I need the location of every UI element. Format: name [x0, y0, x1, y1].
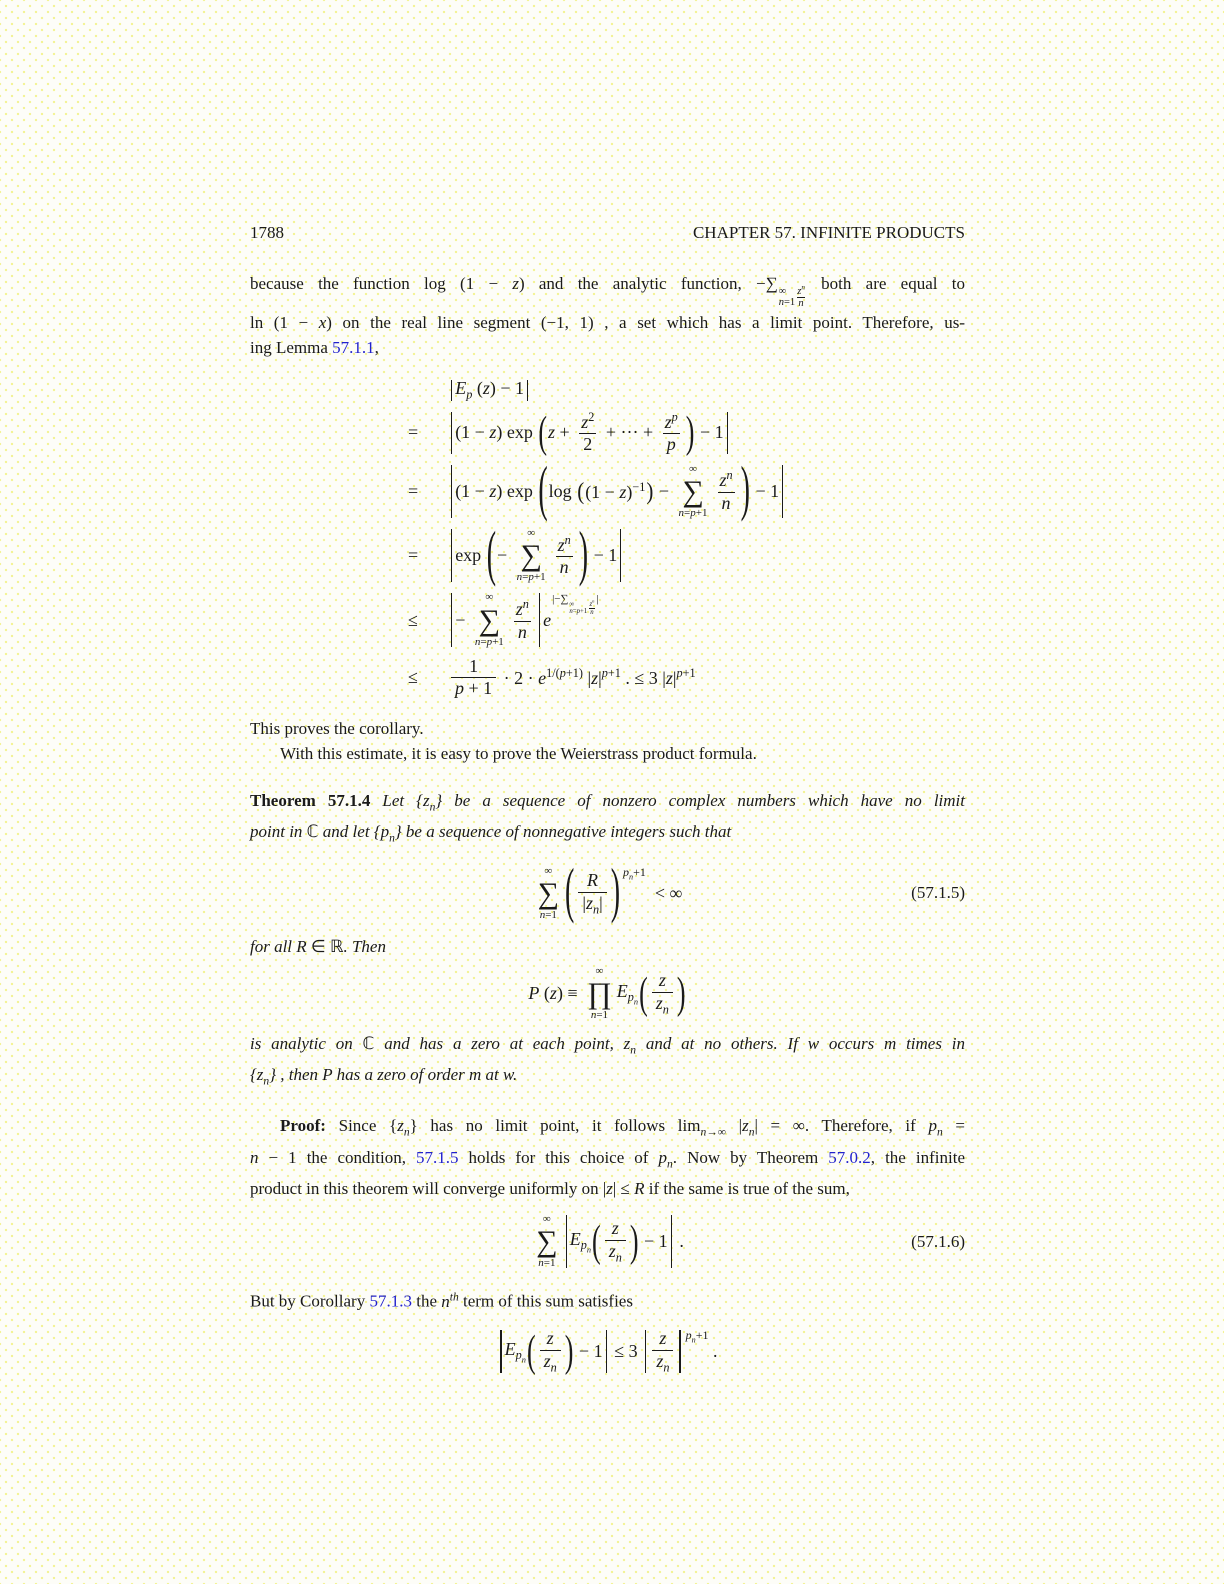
text-line: because the function log (1 − z) and the analytic function, −∑ ∞ n=1 $\frac{z^n}{n}$ both are equal to — [250, 274, 965, 310]
final-inequality — [250, 1328, 965, 1375]
big-paren: ) — [685, 407, 695, 457]
equation-tag: (57.1.5) — [911, 883, 965, 903]
equation-line-6 — [408, 656, 965, 700]
summation — [517, 527, 546, 584]
abs-bar — [727, 412, 728, 454]
theorem-label: Theorem 57.1.4 — [250, 791, 371, 811]
sum-lower-limit: n=p+1 — [516, 571, 546, 584]
math-text: $(1 - z)^{-1}$ — [585, 479, 646, 502]
numerator: z — [611, 1218, 619, 1239]
summation — [679, 463, 708, 520]
denominator: $z_n$ — [652, 992, 673, 1017]
text-segment: Since $\{z_n\}$ has no limit point, it follows $\lim_{n\to\infty} |z_n|$ = ∞. Therefore, if $p_n$ = — [325, 1116, 965, 1139]
abs-bar — [566, 1215, 567, 1268]
derivation-block — [408, 378, 965, 700]
math-text: . — [674, 1231, 684, 1252]
sigma-operator: ∑ — [478, 603, 500, 637]
abs-bar — [500, 1330, 501, 1373]
fraction — [577, 410, 598, 456]
math-text: · $2 \cdot e^{1/(p+1)}$ $|z|^{p+1}$ . ≤ 3 $|z|^{p+1}$ — [499, 666, 696, 689]
math-text: − 1 — [695, 422, 724, 443]
denominator: $z_n$ — [652, 1350, 673, 1375]
sigma-operator: ∑ — [520, 539, 542, 573]
numerator: $z^2$ — [581, 409, 595, 432]
sum-upper-limit: ∞ — [527, 527, 536, 540]
text-segment: But by Corollary — [250, 1292, 370, 1312]
abs-bar — [539, 593, 540, 646]
math-text: . — [708, 1341, 718, 1362]
summation — [475, 591, 504, 648]
abs-bar — [782, 465, 783, 518]
big-paren: ( — [639, 968, 648, 1018]
exponent: $p_n+1$ — [623, 864, 646, 882]
text-line: $\{z_n\}$ , then P has a zero of order m at w. — [250, 1064, 518, 1088]
text-line: for all R ∈ ℝ. Then — [250, 937, 386, 957]
prod-lower-limit: n=1 — [590, 1009, 609, 1022]
forall-line — [250, 934, 965, 959]
theorem-continuation — [250, 1031, 965, 1094]
intro-paragraph — [250, 271, 965, 360]
equation-57-1-5 — [250, 858, 965, 927]
equation-line-2 — [408, 407, 965, 457]
text-line — [250, 335, 965, 360]
big-paren: ( — [526, 1326, 536, 1376]
summation — [536, 1213, 557, 1270]
sum-upper-limit: ∞ — [485, 591, 494, 604]
abs-bar — [527, 380, 528, 401]
fraction — [661, 410, 682, 456]
relation-symbol: = — [408, 545, 419, 566]
product-operator-block — [587, 965, 612, 1022]
fraction — [652, 1328, 673, 1375]
numerator: $z^n$ — [719, 468, 733, 491]
math-text: − 1 — [574, 1341, 603, 1362]
product-equation — [250, 965, 965, 1022]
proof-paragraph — [250, 1113, 965, 1201]
denominator: n — [556, 556, 573, 579]
math-text: − — [654, 480, 674, 501]
big-paren: ) — [676, 968, 686, 1018]
summation — [538, 865, 559, 922]
math-text: log — [548, 480, 577, 501]
relation-symbol: ≤ — [408, 609, 418, 630]
text-line — [250, 1145, 965, 1176]
relation-symbol: ≤ — [408, 667, 418, 688]
math-text: z + — [548, 422, 575, 443]
sigma-operator: ∑ — [682, 474, 704, 508]
abs-bar — [451, 593, 452, 646]
corollary-reference-line — [250, 1284, 965, 1314]
numerator: $z^n$ — [515, 597, 529, 620]
numerator: $z^n$ — [557, 532, 571, 555]
math-text: − 1 — [750, 480, 780, 501]
numerator: z — [659, 1328, 667, 1349]
paren: ) — [646, 477, 654, 505]
abs-bar — [451, 465, 452, 518]
sigma-operator: ∑ — [536, 1225, 558, 1259]
math-text: (1 − z) exp — [455, 480, 538, 501]
math-text: < ∞ — [645, 882, 683, 903]
abs-bar — [451, 380, 452, 401]
sum-lower-limit: n=p+1 — [678, 506, 708, 519]
abs-bar — [606, 1330, 607, 1373]
equation-line-1 — [408, 378, 965, 403]
link-57-1-5[interactable]: 57.1.5 — [416, 1147, 459, 1167]
big-paren: ) — [578, 520, 589, 589]
equation-line-3 — [408, 456, 965, 525]
big-paren: ) — [564, 1326, 574, 1376]
text-segment: ing Lemma — [250, 337, 333, 357]
big-paren: ( — [592, 1216, 601, 1266]
text-segment: the $n^{th}$ term of this sum satisfies — [411, 1290, 633, 1312]
numerator: z — [546, 1328, 554, 1349]
link-57-1-1[interactable]: 57.1.1 — [332, 337, 375, 357]
sum-upper-limit: ∞ — [689, 462, 697, 475]
math-text: (1 − z) exp — [455, 422, 538, 443]
big-paren: ( — [565, 858, 575, 927]
denominator: $z_n$ — [540, 1350, 561, 1375]
abs-bar — [671, 1215, 672, 1268]
text-line — [250, 1284, 965, 1314]
math-text: P (z) ≡ — [528, 983, 583, 1004]
math-text: − — [455, 609, 470, 630]
theorem-57-1-4 — [250, 788, 965, 851]
abs-bar — [451, 529, 452, 582]
page-header — [250, 222, 965, 244]
denominator: p — [663, 433, 680, 456]
denominator: n — [514, 621, 531, 644]
sum-upper-limit: ∞ — [544, 864, 553, 877]
text-segment: holds for this choice of $p_n$. Now by Theorem — [458, 1147, 829, 1171]
exponent: $p_n+1$ — [685, 1328, 709, 1345]
text-line: is analytic on ℂ and has a zero at each point, $z_n$ and at no others. If w occurs m times in — [250, 1033, 965, 1056]
text-segment: , — [374, 337, 379, 357]
equation-57-1-6 — [250, 1213, 965, 1270]
text-segment: n − 1 the condition, — [250, 1147, 417, 1167]
denominator: $|z_n|$ — [578, 892, 606, 917]
abs-bar — [679, 1330, 680, 1373]
text-line: ln (1 − x) on the real line segment (−1, 1) , a set which has a limit point. Therefore, us- — [250, 312, 965, 332]
sum-upper-limit: ∞ — [542, 1213, 551, 1226]
fraction — [578, 870, 606, 917]
proof-label: Proof: — [280, 1116, 326, 1136]
denominator: 2 — [579, 433, 596, 456]
sum-lower-limit: n=1 — [539, 908, 557, 921]
corollary-paragraph — [250, 716, 965, 766]
big-paren: ) — [629, 1216, 639, 1266]
denominator: $z_n$ — [605, 1240, 626, 1265]
text-line — [250, 1113, 965, 1144]
numerator: $z^p$ — [664, 409, 678, 432]
math-text: − 1 — [639, 1231, 668, 1252]
equation-tag: (57.1.6) — [911, 1231, 965, 1251]
chapter-title: CHAPTER 57. INFINITE PRODUCTS — [692, 223, 965, 242]
paren: ( — [577, 477, 585, 505]
big-paren: ( — [538, 456, 548, 525]
fraction — [512, 597, 533, 643]
fraction — [554, 533, 575, 579]
math-text: − 1 — [589, 545, 618, 566]
big-paren: ) — [610, 858, 621, 927]
fraction — [540, 1328, 561, 1375]
math-text: e — [543, 609, 552, 630]
denominator: p + 1 — [451, 677, 496, 700]
fraction — [652, 970, 673, 1017]
denominator: n — [718, 492, 735, 515]
abs-bar — [620, 529, 621, 582]
equation-line-4 — [408, 520, 965, 589]
text-line — [250, 788, 965, 819]
text-segment: Let $\{z_n\}$ be a sequence of nonzero complex numbers which have no limit — [370, 791, 965, 814]
math-text: $E_{p_n}$ — [616, 980, 639, 1007]
text-segment: , the infinite — [870, 1147, 965, 1167]
page-number: 1788 — [250, 223, 284, 242]
abs-bar — [645, 1330, 646, 1373]
math-text: ≤ 3 — [609, 1341, 643, 1362]
math-text: $E_p$ (z) − 1 — [455, 377, 524, 402]
numerator: 1 — [469, 655, 479, 676]
math-text: exp — [455, 545, 486, 566]
math-text: $E_{p_n}$ — [504, 1338, 526, 1365]
math-text: + ··· + — [601, 422, 658, 443]
abs-bar — [451, 412, 452, 454]
fraction — [605, 1218, 626, 1265]
fraction — [451, 656, 496, 700]
text-line: point in ℂ and let $\{p_n\}$ be a sequence of nonnegative integers such that — [250, 822, 732, 845]
prod-upper-limit: ∞ — [595, 965, 604, 978]
big-paren: ( — [538, 407, 548, 457]
sum-lower-limit: n=1 — [538, 1257, 556, 1270]
pi-operator: ∏ — [587, 977, 612, 1011]
exponent: |−∑ ∞ n=p+1 $\frac{z^n}{n}$ | — [552, 593, 599, 616]
big-paren: ) — [740, 456, 750, 525]
sum-lower-limit: n=p+1 — [474, 635, 504, 648]
equation-line-5 — [408, 591, 965, 648]
numerator: z — [658, 970, 666, 991]
text-line: This proves the corollary. — [250, 719, 424, 739]
text-line: product in this theorem will converge uniformly on |z| ≤ R if the same is true of the sum, — [250, 1179, 850, 1199]
numerator: R — [587, 870, 599, 891]
link-57-0-2[interactable]: 57.0.2 — [828, 1147, 871, 1167]
sigma-operator: ∑ — [537, 876, 560, 910]
relation-symbol: = — [408, 422, 419, 443]
page-content — [250, 0, 965, 1387]
big-paren: ( — [486, 520, 497, 589]
link-57-1-3[interactable]: 57.1.3 — [369, 1292, 412, 1312]
math-text: $E_{p_n}$ — [569, 1228, 592, 1255]
text-line: With this estimate, it is easy to prove the Weierstrass product formula. — [280, 744, 757, 764]
math-text: − — [497, 545, 512, 566]
relation-symbol: = — [408, 480, 419, 501]
fraction — [715, 468, 736, 514]
